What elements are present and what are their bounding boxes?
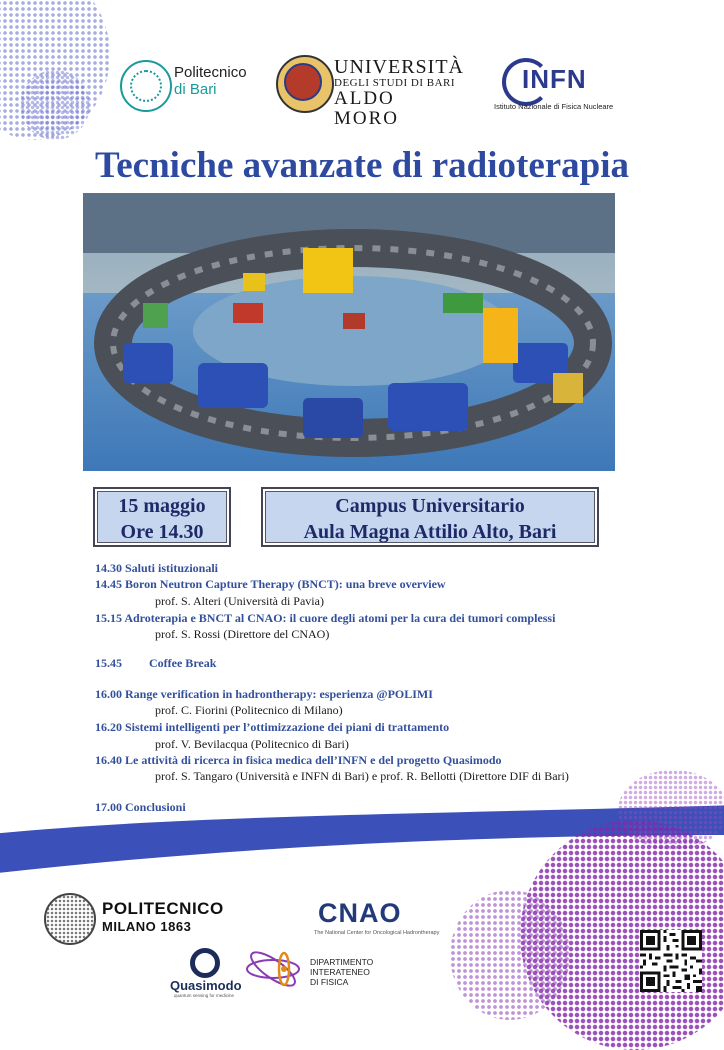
dipartimento-fisica-logo [244, 945, 374, 995]
programme-item-coffee-break: 15.45 Coffee Break [95, 656, 217, 670]
polibari-name-line2: di Bari [174, 81, 217, 98]
uniba-name-line3: ALDO MORO [334, 88, 400, 129]
dif-name-line2: INTERATENEO [310, 967, 370, 977]
venue-line2: Aula Magna Attilio Alto, Bari [303, 521, 557, 543]
programme-speaker: prof. C. Fiorini (Politecnico di Milano) [155, 703, 343, 717]
uniba-name-line2: DEGLI STUDI DI BARI [334, 77, 456, 89]
quasimodo-name: Quasimodo [170, 978, 242, 993]
event-date: 15 maggio [118, 495, 206, 517]
quasimodo-ring-icon [190, 948, 220, 978]
infn-subtitle: Istituto Nazionale di Fisica Nucleare [494, 102, 614, 111]
dif-atom-icon [244, 947, 302, 991]
infn-logo [494, 56, 614, 118]
programme-speaker: prof. S. Alteri (Università di Pavia) [155, 594, 324, 608]
programme-item: 15.15 Adroterapia e BNCT al CNAO: il cuore degli atomi per la cura dei tumori complessi [95, 611, 556, 625]
politecnico-di-bari-logo [120, 60, 260, 112]
polibari-name-line1: Politecnico [174, 64, 247, 81]
quasimodo-logo [170, 948, 250, 998]
programme-speaker: prof. S. Rossi (Direttore del CNAO) [155, 627, 330, 641]
venue-line1: Campus Universitario [335, 495, 525, 517]
programme-item: 16.00 Range verification in hadrontherapy: esperienza @POLIMI [95, 687, 433, 701]
halftone-decoration-purple-small [450, 890, 570, 1020]
qr-code[interactable] [640, 930, 702, 992]
programme-item: 16.40 Le attività di ricerca in fisica medica dell’INFN e del progetto Quasimodo [95, 753, 502, 767]
dif-name-line3: DI FISICA [310, 977, 349, 987]
cnao-logo [314, 898, 464, 938]
cnao-subtitle: The National Center for Oncological Hadrontherapy [314, 930, 440, 936]
page-title: Tecniche avanzate di radioterapia [94, 145, 630, 186]
cnao-name: CNAO [318, 898, 402, 928]
quasimodo-subtitle: quantum sensing for medicine [174, 993, 235, 998]
uniba-name-line1: UNIVERSITÀ [334, 56, 464, 78]
polimi-name-line1: POLITECNICO [102, 899, 224, 918]
programme-item: 14.30 Saluti istituzionali [95, 561, 219, 575]
programme-speaker: prof. V. Bevilacqua (Politecnico di Bari) [155, 737, 349, 751]
polimi-seal-icon [44, 893, 96, 945]
halftone-decoration-top-left-small [20, 70, 90, 140]
programme-item: 14.45 Boron Neutron Capture Therapy (BNCT): una breve overview [95, 577, 446, 591]
programme-item: 17.00 Conclusioni [95, 800, 186, 814]
event-venue-box [261, 487, 599, 547]
event-time: Ore 14.30 [120, 521, 204, 543]
accelerator-photo [83, 193, 615, 471]
dif-name-line1: DIPARTIMENTO [310, 957, 374, 967]
programme-speaker: prof. S. Tangaro (Università e INFN di Bari) e prof. R. Bellotti (Direttore DIF di Bari) [155, 769, 569, 783]
polimi-name-line2: MILANO 1863 [102, 919, 192, 934]
universita-bari-logo [276, 55, 464, 129]
event-date-box [93, 487, 231, 547]
infn-name: INFN [522, 64, 587, 94]
politecnico-milano-logo [44, 893, 244, 943]
programme-item: 16.20 Sistemi intelligenti per l’ottimizzazione dei piani di trattamento [95, 720, 450, 734]
